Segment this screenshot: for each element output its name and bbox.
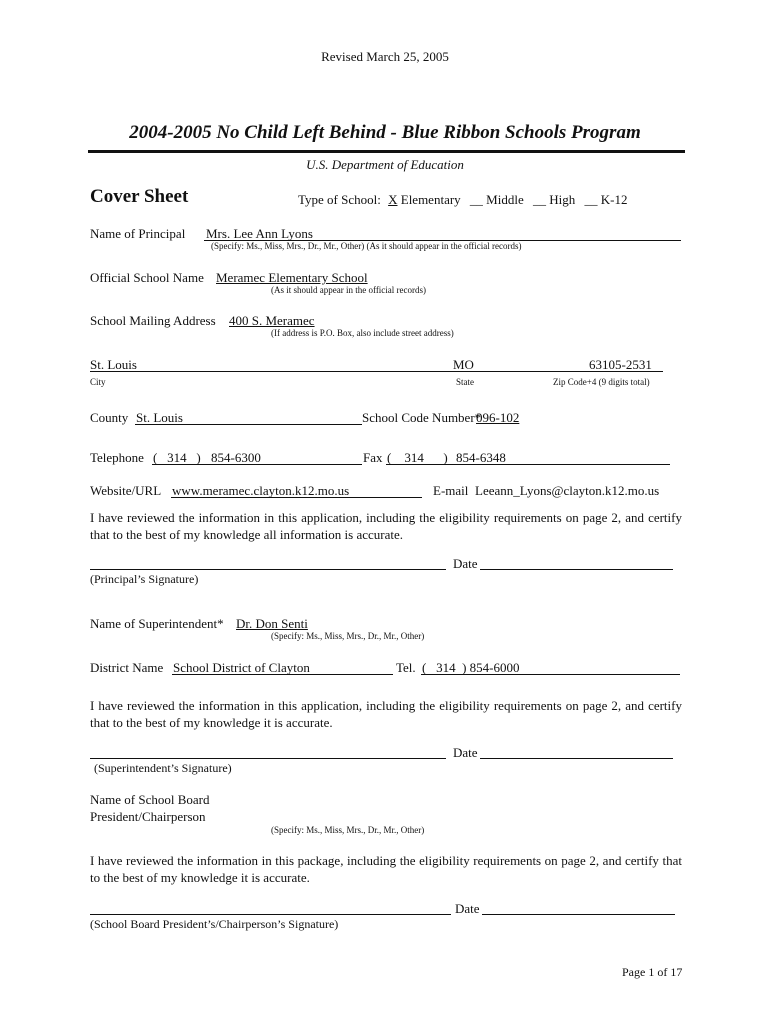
board-signature-line[interactable] [90, 914, 451, 915]
principal-signature-line[interactable] [90, 569, 446, 570]
principal-certification: I have reviewed the information in this application, including the eligibility requirements on page 2, and certify that to the best of my knowledge all information is accurate. [90, 510, 682, 542]
telephone-label: Telephone [90, 450, 144, 465]
superintendent-value[interactable]: Dr. Don Senti [236, 616, 308, 631]
telephone-number[interactable]: 854-6300 [211, 450, 261, 465]
superintendent-hint: (Specify: Ms., Miss, Mrs., Dr., Mr., Other) [271, 631, 425, 641]
superintendent-signature-caption: (Superintendent’s Signature) [94, 761, 232, 775]
mailing-hint: (If address is P.O. Box, also include street address) [271, 328, 454, 338]
school-name-value[interactable]: Meramec Elementary School [216, 270, 368, 285]
cover-sheet-heading: Cover Sheet [90, 186, 189, 207]
principal-label: Name of Principal [90, 226, 186, 241]
fax-number[interactable]: 854-6348 [456, 450, 506, 465]
city-label: City [90, 377, 106, 387]
middle-label: Middle [486, 192, 524, 207]
superintendent-date-line[interactable] [480, 758, 673, 759]
district-value[interactable]: School District of Clayton [173, 660, 310, 675]
mailing-label: School Mailing Address [90, 313, 216, 328]
school-name-hint: (As it should appear in the official records) [271, 285, 427, 295]
school-type-label: Type of School: [298, 192, 381, 207]
state-value[interactable]: MO [453, 357, 474, 372]
k12-label: K-12 [600, 192, 628, 207]
district-label: District Name [90, 660, 164, 675]
k12-mark[interactable]: __ [584, 192, 598, 207]
zip-value[interactable]: 63105-2531 [589, 357, 652, 372]
telephone-area[interactable]: ( 314 ) [153, 450, 201, 465]
title-rule [88, 150, 685, 153]
superintendent-signature-line[interactable] [90, 758, 446, 759]
superintendent-label: Name of Superintendent* [90, 616, 224, 631]
principal-signature-caption: (Principal’s Signature) [90, 572, 199, 586]
board-label-line2: President/Chairperson [90, 809, 206, 824]
high-label: High [549, 192, 576, 207]
city-value[interactable]: St. Louis [90, 357, 137, 372]
website-label: Website/URL [90, 483, 162, 498]
board-signature-caption: (School Board President’s/Chairperson’s Signature) [90, 917, 339, 931]
middle-mark[interactable]: __ [469, 192, 483, 207]
fax-area[interactable]: ( 314 ) [387, 450, 448, 465]
page-title: 2004-2005 No Child Left Behind - Blue Ribbon Schools Program [129, 122, 641, 143]
county-label: County [90, 410, 129, 425]
mailing-value[interactable]: 400 S. Meramec [229, 313, 315, 328]
superintendent-date-label: Date [453, 745, 478, 760]
district-tel-value[interactable]: ( 314 ) 854-6000 [422, 660, 520, 675]
district-tel-label: Tel. [396, 660, 416, 675]
school-name-label: Official School Name [90, 270, 204, 285]
county-value[interactable]: St. Louis [136, 410, 183, 425]
website-value[interactable]: www.meramec.clayton.k12.mo.us [172, 483, 350, 498]
board-label-line1: Name of School Board [90, 792, 210, 807]
superintendent-certification: I have reviewed the information in this application, including the eligibility requirements on page 2, and certify that to the best of my knowledge it is accurate. [90, 698, 682, 730]
principal-date-label: Date [453, 556, 478, 571]
principal-value[interactable]: Mrs. Lee Ann Lyons [206, 226, 313, 241]
email-value[interactable]: Leeann_Lyons@clayton.k12.mo.us [475, 483, 660, 498]
high-mark[interactable]: __ [532, 192, 546, 207]
zip-label: Zip Code+4 (9 digits total) [553, 377, 650, 387]
elementary-label: Elementary [400, 192, 461, 207]
page-number: Page 1 of 17 [622, 965, 683, 979]
elementary-mark[interactable]: X [388, 192, 398, 207]
email-label: E-mail [433, 483, 469, 498]
school-code-value[interactable]: 096-102 [476, 410, 520, 425]
revised-date: Revised March 25, 2005 [321, 49, 449, 64]
board-certification: I have reviewed the information in this package, including the eligibility requirements on page 2, and certify that to the best of my knowledge it is accurate. [90, 853, 682, 885]
board-date-line[interactable] [482, 914, 675, 915]
principal-date-line[interactable] [480, 569, 673, 570]
board-hint: (Specify: Ms., Miss, Mrs., Dr., Mr., Other) [271, 825, 425, 835]
school-type [298, 192, 627, 208]
address-line [90, 371, 663, 372]
board-date-label: Date [455, 901, 480, 916]
school-code-label: School Code Number* [362, 410, 482, 425]
department: U.S. Department of Education [306, 157, 464, 172]
state-label: State [456, 377, 474, 387]
principal-hint: (Specify: Ms., Miss, Mrs., Dr., Mr., Other) (As it should appear in the official records) [211, 241, 522, 251]
fax-label: Fax [363, 450, 383, 465]
